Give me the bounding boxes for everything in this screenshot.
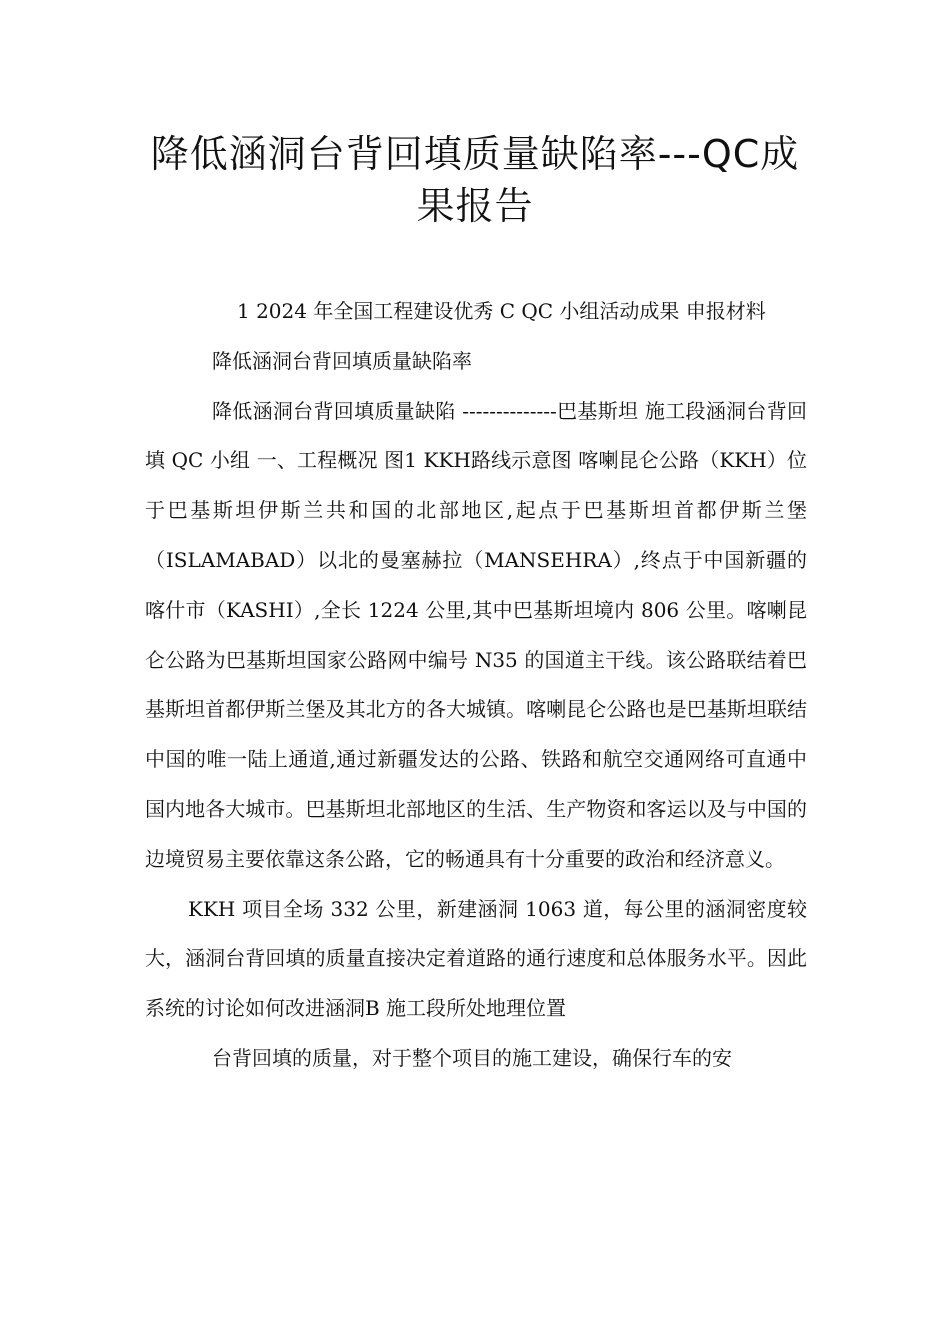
document-title: 降低涵洞台背回填质量缺陷率---QC成果报告 bbox=[150, 132, 800, 228]
paragraph-subtitle: 降低涵洞台背回填质量缺陷率 bbox=[212, 348, 472, 373]
document-body bbox=[145, 287, 807, 1084]
paragraph-culvert-density: KKH 项目全场 332 公里，新建涵洞 1063 道，每公里的涵洞密度较大，涵洞台背回填的质量直接决定着道路的通行速度和总体服务水平。因此系统的讨论如何改进涵洞B 施工段所处地理位置 bbox=[145, 896, 807, 1021]
paragraph-award-line: 1 2024 年全国工程建设优秀 C QC 小组活动成果 申报材料 bbox=[237, 299, 766, 323]
paragraph-backfill-quality: 台背回填的质量，对于整个项目的施工建设，确保行车的安 bbox=[212, 1045, 732, 1070]
paragraph-project-overview: 降低涵洞台背回填质量缺陷 --------------巴基斯坦 施工段涵洞台背回填 QC 小组 一、工程概况 图1 KKH路线示意图 喀喇昆仑公路（KKH）位于巴基斯坦伊斯兰共和国的北部地区,起点于巴基斯坦首都伊斯兰堡（ISLAMABAD）以北的曼塞赫拉（MANSEHRA）,终点于中国新疆的喀什市（KASHI）,全长 1224 公里,其中巴基斯坦境内 806 公里。喀喇昆仑公路为巴基斯坦国家公路网中编号 N35 的国道主干线。该公路联结着巴基斯坦首都伊斯兰堡及其北方的各大城镇。喀喇昆仑公路也是巴基斯坦联结中国的唯一陆上通道,通过新疆发达的公路、铁路和航空交通网络可直通中国内地各大城市。巴基斯坦北部地区的生活、生产物资和客运以及与中国的边境贸易主要依靠这条公路，它的畅通具有十分重要的政治和经济意义。 bbox=[145, 398, 807, 871]
